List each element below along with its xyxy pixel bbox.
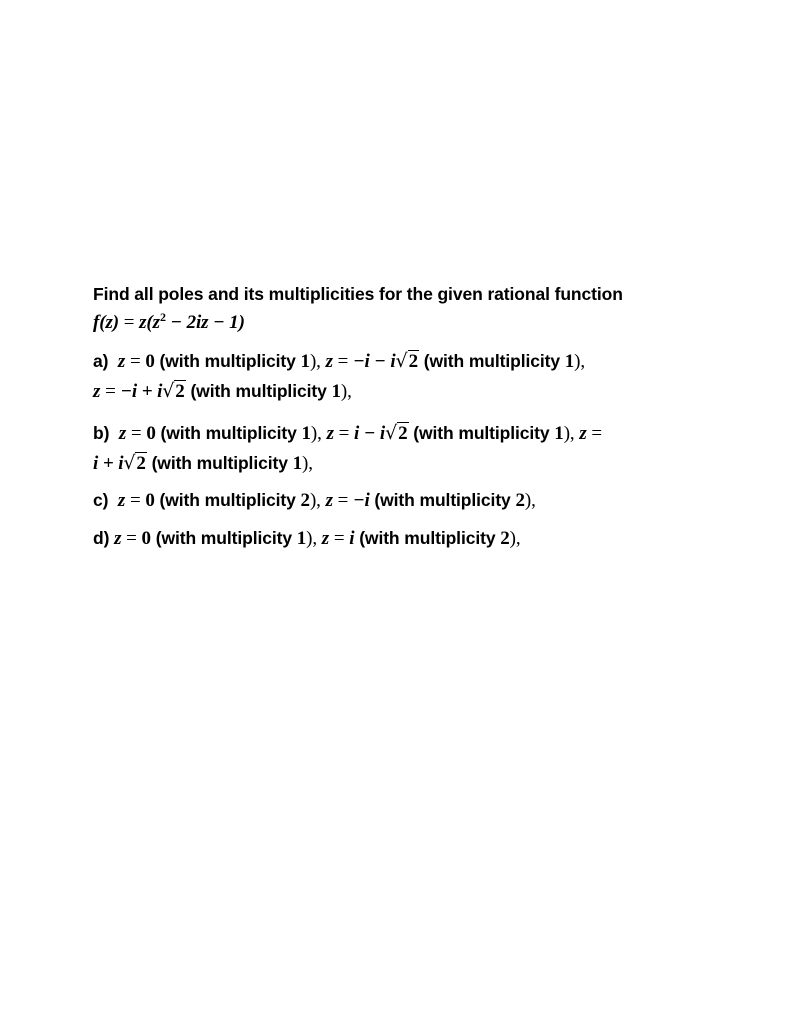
option-c-pole2-close: ), bbox=[524, 490, 536, 511]
option-b-pole3-close: ), bbox=[302, 453, 313, 474]
option-a-label: a) bbox=[93, 351, 109, 371]
sqrt-symbol: √2 bbox=[385, 422, 408, 444]
option-d-pole1-z: z bbox=[114, 528, 122, 549]
option-b-pole3-z: z bbox=[579, 423, 587, 444]
prompt-text: Find all poles and its multiplicities for the given rational function bbox=[93, 284, 623, 304]
option-c-line[interactable] bbox=[93, 490, 536, 512]
option-c-pole1-mult: (with multiplicity bbox=[159, 490, 301, 510]
option-c-pole1-eq: = bbox=[129, 490, 141, 511]
option-c-pole2-mult: (with multiplicity bbox=[374, 490, 516, 510]
option-b-pole3-mult: (with multiplicity bbox=[151, 453, 293, 473]
option-b-pole1-z: z bbox=[118, 423, 127, 444]
option-a-pole1-value: 0 bbox=[145, 351, 155, 372]
option-c-pole1-num: 2 bbox=[300, 490, 310, 511]
function-exponent: 2 bbox=[159, 310, 166, 325]
option-a-pole2-z: z bbox=[325, 351, 333, 372]
option-c-pole1-z: z bbox=[117, 490, 126, 511]
option-a-pole2-eq: = bbox=[337, 351, 349, 372]
option-c-label: c) bbox=[93, 490, 109, 510]
option-c-pole2-value: −i bbox=[353, 490, 370, 511]
option-d-pole2-close: ), bbox=[509, 528, 521, 549]
option-d-pole2-eq: = bbox=[333, 528, 345, 549]
option-d-pole1-mult: (with multiplicity bbox=[155, 528, 297, 548]
option-a-pole3-root: 2 bbox=[175, 381, 185, 402]
option-b-pole2-z: z bbox=[326, 423, 334, 444]
option-d-pole2-num: 2 bbox=[500, 528, 510, 549]
option-b-pole1-mult: (with multiplicity bbox=[160, 423, 302, 443]
option-a-pole1-num: 1 bbox=[300, 351, 310, 372]
function-rhs-b: − 2iz − 1) bbox=[165, 312, 245, 333]
option-d-pole1-num: 1 bbox=[296, 528, 307, 549]
option-d-pole2-mult: (with multiplicity bbox=[359, 528, 501, 548]
option-d-pole2-value: i bbox=[349, 528, 355, 549]
option-d-pole1-close: ), bbox=[306, 528, 318, 549]
option-a-pole2-value: −i − i bbox=[353, 351, 396, 372]
option-c-pole1-value: 0 bbox=[145, 490, 155, 511]
option-a-pole1-eq: = bbox=[129, 351, 141, 372]
option-b-pole2-num: 1 bbox=[554, 423, 564, 444]
option-b-pole2-mult: (with multiplicity bbox=[413, 423, 555, 443]
option-c-pole2-eq: = bbox=[337, 490, 349, 511]
option-d-pole1-value: 0 bbox=[141, 528, 151, 549]
function-eq: = bbox=[123, 312, 135, 333]
option-b-pole3-eq: = bbox=[591, 423, 603, 444]
option-b-pole2-eq: = bbox=[338, 423, 350, 444]
option-a-pole3-value: −i + i bbox=[120, 381, 163, 402]
option-b-pole1-eq: = bbox=[130, 423, 142, 444]
option-a-pole3-eq: = bbox=[105, 381, 116, 402]
option-a-pole3-z: z bbox=[93, 381, 101, 402]
option-b-pole2-value: i − i bbox=[354, 423, 386, 444]
option-c-pole1-close: ), bbox=[309, 490, 321, 511]
option-c-pole2-num: 2 bbox=[515, 490, 525, 511]
option-b-line-2[interactable] bbox=[93, 452, 313, 475]
option-a-pole3-close: ), bbox=[340, 381, 352, 402]
function-lhs: f(z) bbox=[93, 312, 119, 333]
option-a-line-1[interactable] bbox=[93, 350, 585, 373]
option-a-pole3-num: 1 bbox=[331, 381, 341, 402]
option-b-pole1-close: ), bbox=[310, 423, 322, 444]
option-d-line[interactable] bbox=[93, 528, 521, 550]
sqrt-symbol: √2 bbox=[395, 350, 418, 372]
option-b-label: b) bbox=[93, 423, 110, 443]
option-d-pole1-eq: = bbox=[126, 528, 137, 549]
option-b-pole1-num: 1 bbox=[301, 423, 311, 444]
option-b-pole3-root: 2 bbox=[136, 453, 146, 474]
option-b-pole3-value: i + i bbox=[93, 453, 124, 474]
option-a-pole2-mult: (with multiplicity bbox=[423, 351, 565, 371]
option-a-pole2-root: 2 bbox=[408, 351, 418, 372]
option-a-pole1-mult: (with multiplicity bbox=[159, 351, 301, 371]
option-a-pole1-z: z bbox=[117, 351, 126, 372]
option-a-pole3-mult: (with multiplicity bbox=[190, 381, 332, 401]
function-rhs-a: z(z bbox=[139, 312, 160, 333]
option-a-pole2-close: ), bbox=[574, 351, 586, 372]
option-c-pole2-z: z bbox=[325, 490, 333, 511]
option-b-line-1[interactable] bbox=[93, 422, 602, 445]
sqrt-symbol: √2 bbox=[162, 380, 185, 402]
sqrt-symbol: √2 bbox=[123, 452, 146, 474]
option-b-pole1-value: 0 bbox=[146, 423, 156, 444]
option-b-pole3-num: 1 bbox=[292, 453, 302, 474]
option-d-label: d) bbox=[93, 528, 110, 548]
option-b-pole2-root: 2 bbox=[398, 423, 408, 444]
question-prompt bbox=[93, 284, 623, 305]
option-a-line-2[interactable] bbox=[93, 380, 352, 403]
option-d-pole2-z: z bbox=[321, 528, 330, 549]
option-a-pole2-num: 1 bbox=[564, 351, 575, 372]
option-b-pole2-close: ), bbox=[563, 423, 575, 444]
option-a-pole1-close: ), bbox=[309, 351, 321, 372]
function-expression bbox=[93, 312, 245, 334]
